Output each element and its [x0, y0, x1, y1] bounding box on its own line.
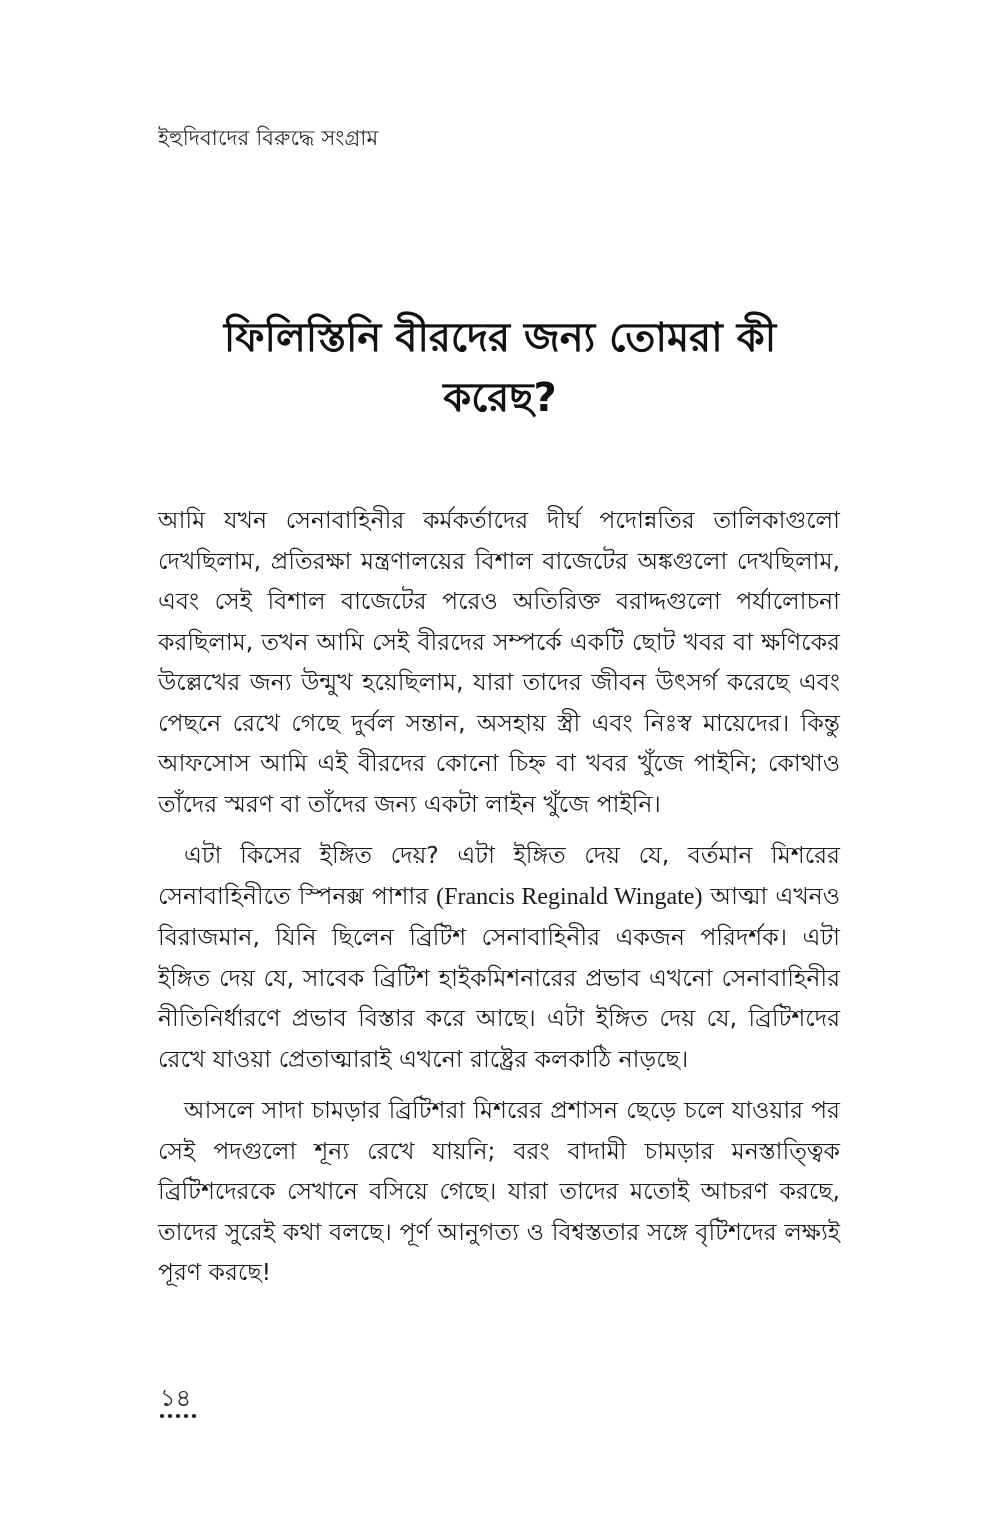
page-dot: [176, 1414, 180, 1418]
paragraph-3: আসলে সাদা চামড়ার ব্রিটিশরা মিশরের প্রশাসন ছেড়ে চলে যাওয়ার পর সেই পদগুলো শূন্য রেখে যায়নি; বরং বাদামী চামড়ার মনস্তাত্ত্বিক ব্রিটিশদেরকে সেখানে বসিয়ে গেছে। যারা তাদের মতোই আচরণ করছে, তাদের সুরেই কথা বলছে। পূর্ণ আনুগত্য ও বিশ্বস্ততার সঙ্গে বৃটিশদের লক্ষ্যই পূরণ করছে!: [158, 1096, 840, 1286]
chapter-title-line-2: করেছ?: [443, 375, 557, 421]
body-text: [158, 500, 840, 1304]
page-dot: [192, 1414, 196, 1418]
chapter-title: [150, 308, 850, 428]
page-number: ১৪: [160, 1384, 192, 1412]
paragraph-2-start: এটা কিসের ইঙ্গিত দেয়? এটা ইঙ্গিত দেয় যে, বর্তমান মিশরের সেনাবাহিনীতে স্পিনক্স পাশার: [158, 841, 840, 910]
page-dot: [168, 1414, 172, 1418]
paragraph-2-end: আত্মা এখনও বিরাজমান, যিনি ছিলেন ব্রিটিশ সেনাবাহিনীর একজন পরিদর্শক। এটা ইঙ্গিত দেয় যে, সাবেক ব্রিটিশ হাইকমিশনারের প্রভাব এখনো সেনাবাহিনীর নীতিনির্ধারণে প্রভাব বিস্তার করে আছে। এটা ইঙ্গিত দেয় যে, ব্রিটিশদের রেখে যাওয়া প্রেতাত্মারাই এখনো রাষ্ট্রের কলকাঠি নাড়ছে।: [158, 881, 840, 1073]
chapter-title-line-1: ফিলিস্তিনি বীরদের জন্য তোমরা কী: [223, 315, 777, 361]
running-header: ইহুদিবাদের বিরুদ্ধে সংগ্রাম: [158, 126, 379, 150]
page-dot: [160, 1414, 164, 1418]
paragraph-2: [158, 835, 840, 1079]
paragraph-2-latin-name: (Francis Reginald Wingate): [436, 883, 703, 910]
paragraph-1: আমি যখন সেনাবাহিনীর কর্মকর্তাদের দীর্ঘ পদোন্নতির তালিকাগুলো দেখছিলাম, প্রতিরক্ষা মন্ত্রণালয়ের বিশাল বাজেটের অঙ্কগুলো দেখছিলাম, এবং সেই বিশাল বাজেটের পরেও অতিরিক্ত বরাদ্দগুলো পর্যালোচনা করছিলাম, তখন আমি সেই বীরদের সম্পর্কে একটি ছোট খবর বা ক্ষণিকের উল্লেখের জন্য উন্মুখ হয়েছিলাম, যারা তাদের জীবন উৎসর্গ করেছে এবং পেছনে রেখে গেছে দুর্বল সন্তান, অসহায় স্ত্রী এবং নিঃস্ব মায়েদের। কিন্তু আফসোস আমি এই বীরদের কোনো চিহ্ন বা খবর খুঁজে পাইনি; কোথাও তাঁদের স্মরণ বা তাঁদের জন্য একটা লাইন খুঁজে পাইনি।: [158, 506, 840, 818]
page-dot: [184, 1414, 188, 1418]
page-number-dots: [160, 1414, 196, 1418]
